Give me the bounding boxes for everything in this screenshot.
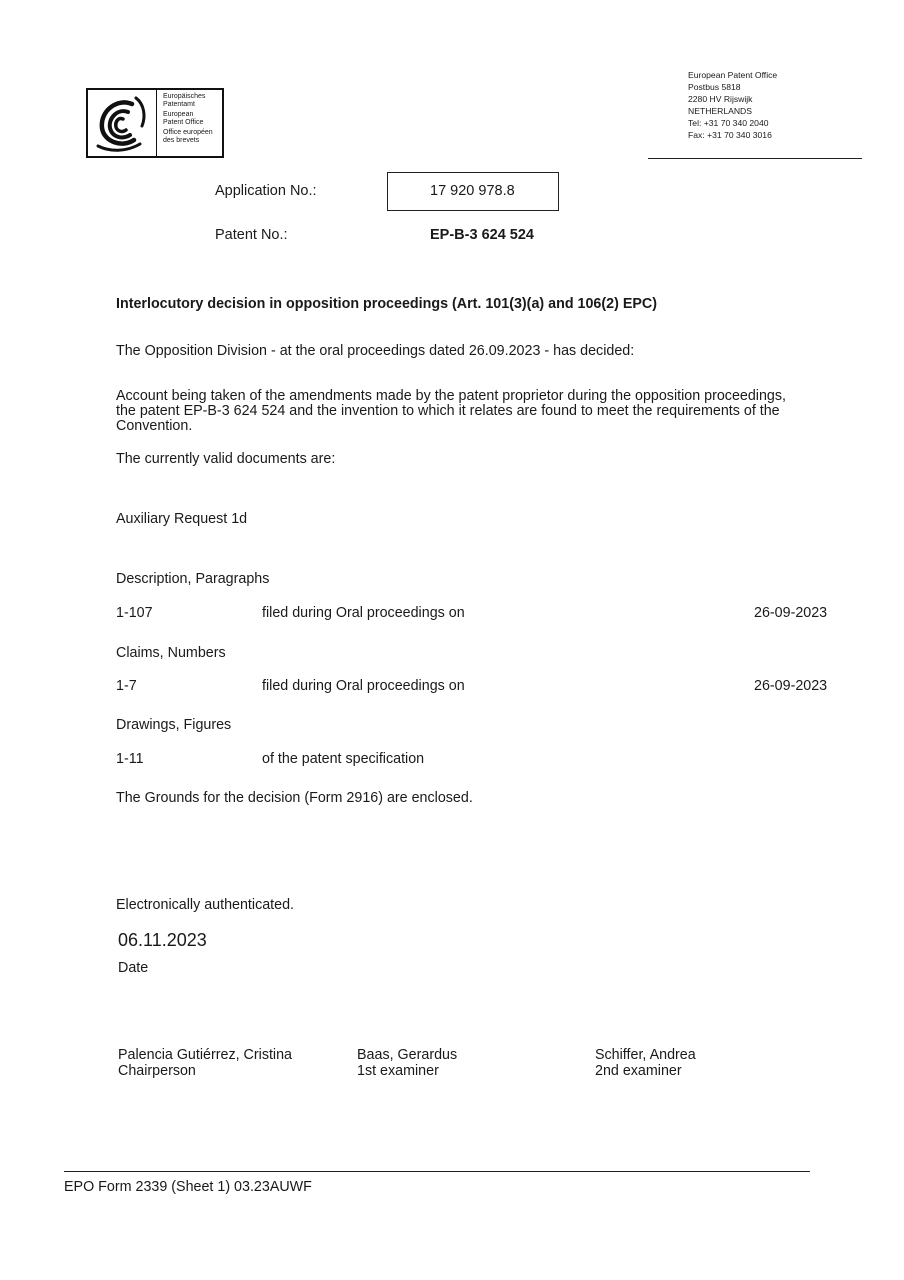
address-line: Fax: +31 70 340 3016	[688, 130, 772, 140]
authentication-note: Electronically authenticated.	[116, 897, 295, 913]
document-section-heading: Description, Paragraphs	[116, 571, 270, 587]
division-statement: The Opposition Division - at the oral proceedings dated 26.09.2023 - has decided:	[116, 343, 635, 359]
document-range: 1-7	[116, 678, 137, 694]
document-range: 1-11	[116, 751, 144, 767]
address-line: European Patent Office	[688, 70, 778, 80]
signatory-role: 1st examiner	[357, 1063, 439, 1079]
logo-en-line: Patent Office	[163, 119, 204, 126]
logo-de-line: Patentamt	[163, 101, 195, 108]
document-description: filed during Oral proceedings on	[262, 678, 465, 694]
signatory-name: Schiffer, Andrea	[595, 1047, 696, 1063]
address-line: 2280 HV Rijswijk	[688, 94, 753, 104]
signatory-chairperson	[118, 1047, 292, 1079]
logo-de-line: Europäisches	[163, 93, 206, 100]
signatory-first-examiner	[357, 1047, 457, 1079]
date-label: Date	[118, 960, 149, 976]
document-section-heading: Claims, Numbers	[116, 645, 226, 661]
form-reference: EPO Form 2339 (Sheet 1) 03.23AUWF	[64, 1179, 312, 1195]
paragraph-line: the patent EP-B-3 624 524 and the invention to which it relates are found to meet the requirements of the	[116, 403, 780, 419]
signatory-role: Chairperson	[118, 1063, 196, 1079]
address-line: Tel: +31 70 340 2040	[688, 118, 769, 128]
amendments-paragraph	[116, 389, 856, 434]
signatory-second-examiner	[595, 1047, 696, 1079]
decision-date: 06.11.2023	[118, 930, 207, 950]
document-date: 26-09-2023	[754, 678, 828, 694]
valid-documents-intro: The currently valid documents are:	[116, 451, 336, 467]
paragraph-line: Account being taken of the amendments made by the patent proprietor during the opposition proceedings,	[116, 388, 787, 404]
document-date: 26-09-2023	[754, 605, 828, 621]
document-description: filed during Oral proceedings on	[262, 605, 465, 621]
header-divider	[648, 158, 862, 159]
signatory-role: 2nd examiner	[595, 1063, 682, 1079]
address-line: Postbus 5818	[688, 82, 741, 92]
application-number-label: Application No.:	[215, 183, 317, 199]
grounds-statement: The Grounds for the decision (Form 2916) are enclosed.	[116, 790, 473, 806]
document-range: 1-107	[116, 605, 153, 621]
paragraph-line: Convention.	[116, 418, 193, 434]
logo-fr-line: des brevets	[163, 137, 200, 144]
signatory-name: Palencia Gutiérrez, Cristina	[118, 1047, 293, 1063]
logo-en-line: European	[163, 111, 194, 118]
document-description: of the patent specification	[262, 751, 425, 767]
application-number-box	[387, 172, 559, 211]
epo-logo	[86, 88, 224, 158]
logo-fr-line: Office européen	[163, 129, 213, 136]
signatory-name: Baas, Gerardus	[357, 1047, 458, 1063]
footer-divider	[64, 1171, 810, 1172]
epo-logo-mark-icon	[88, 90, 157, 156]
address-line: NETHERLANDS	[688, 106, 752, 116]
patent-number-value: EP-B-3 624 524	[430, 227, 534, 243]
document-section-heading: Drawings, Figures	[116, 717, 232, 733]
patent-number-label: Patent No.:	[215, 227, 288, 243]
office-address	[688, 69, 777, 141]
auxiliary-request: Auxiliary Request 1d	[116, 511, 248, 527]
epo-logo-names	[157, 90, 213, 156]
application-number-value: 17 920 978.8	[430, 183, 515, 199]
decision-title: Interlocutory decision in opposition proceedings (Art. 101(3)(a) and 106(2) EPC)	[116, 296, 657, 312]
